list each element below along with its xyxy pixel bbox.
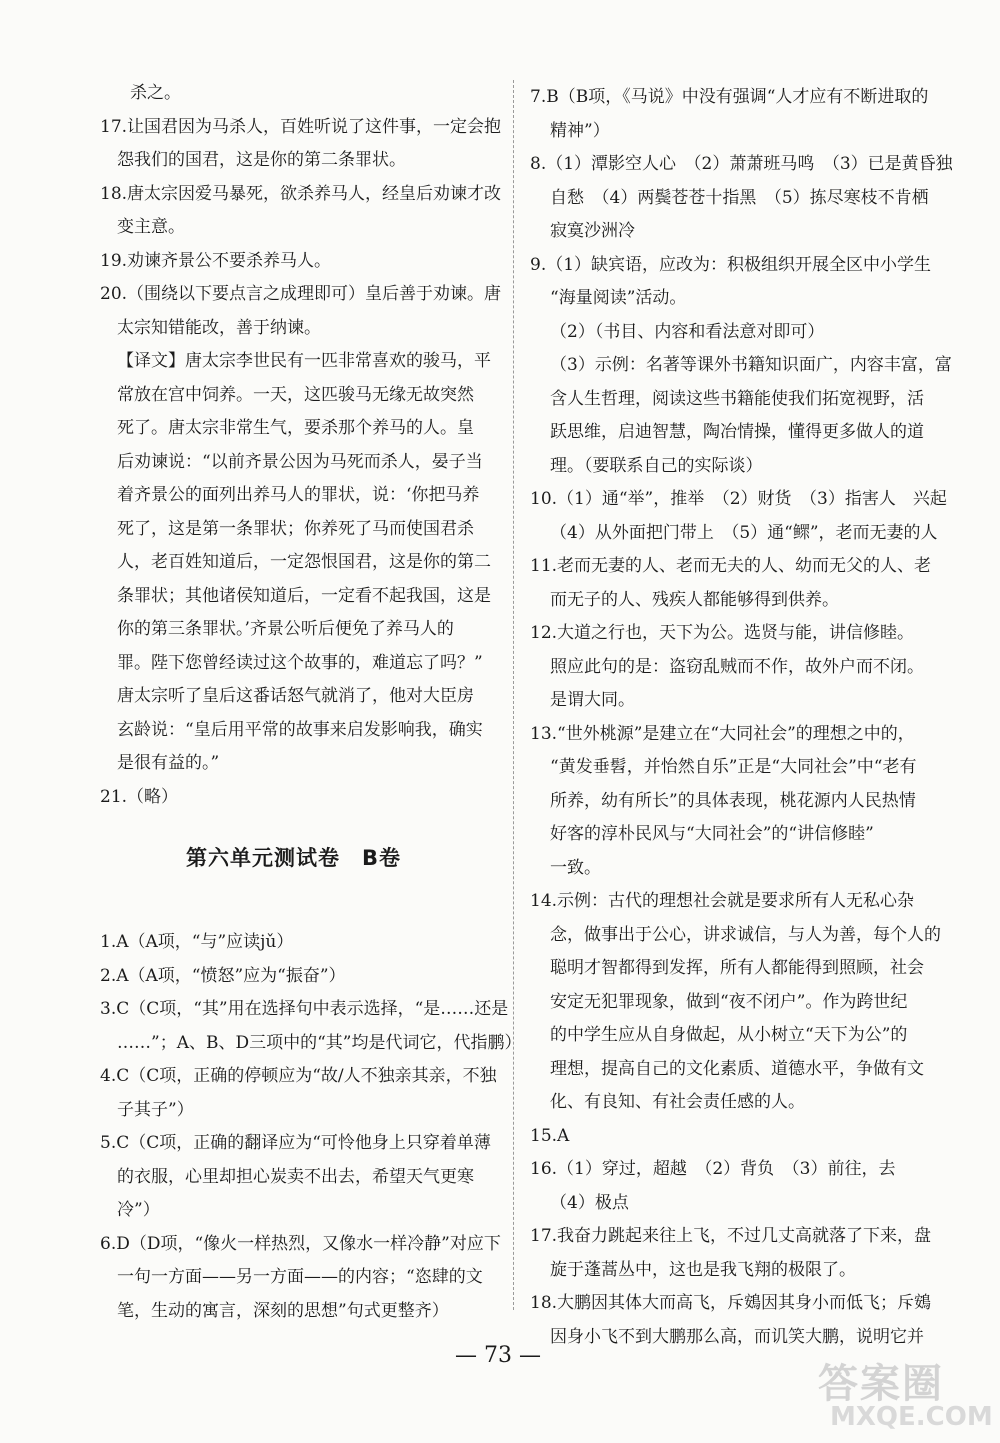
right-text-line: 理想，提高自己的文化素质、道德水平，争做有文 — [550, 1058, 924, 1079]
left-text-line: 是很有益的。” — [117, 753, 220, 773]
left-text-line: 人，老百姓知道后，一定怨恨国君，这是你的第二 — [117, 552, 491, 572]
right-text-line: 念，做事出于公心，讲求诚信，与人为善，每个人的 — [550, 924, 941, 945]
right-text-line: 15.A — [530, 1125, 570, 1146]
left-text-line: 3.C（C项，“其”用在选择句中表示选择，“是……还是 — [100, 999, 509, 1019]
left-text-line: 的衣服，心里却担心炭卖不出去，希望天气更寒 — [117, 1166, 474, 1187]
right-text-line: 11.老而无妻的人、老而无夫的人、幼而无父的人、老 — [530, 556, 932, 576]
section-title: 第六单元测试卷 B卷 — [186, 846, 402, 870]
right-text-line: 化、有良知、有社会责任感的人。 — [550, 1092, 805, 1112]
right-text-line: 因身小飞不到大鹏那么高，而讥笑大鹏，说明它并 — [550, 1326, 924, 1347]
right-text-line: 含人生哲理，阅读这些书籍能使我们拓宽视野，活 — [550, 388, 924, 409]
left-text-line: 6.D（D项，“像火一样热烈，又像水一样冷静”对应下 — [100, 1233, 501, 1254]
left-text-line: 笔，生动的寓言，深刻的思想”句式更整齐） — [117, 1300, 449, 1321]
left-text-line: 【译文】唐太宗李世民有一匹非常喜欢的骏马，平 — [117, 351, 491, 371]
left-text-line: 5.C（C项，正确的翻译应为“可怜他身上只穿着单薄 — [100, 1133, 491, 1153]
left-text-line: 2.A（A项，“愤怒”应为“振奋”） — [100, 965, 346, 986]
right-text-line: 12.大道之行也，天下为公。选贤与能，讲信修睦。 — [530, 623, 915, 643]
right-text-line: 聪明才智都得到发挥，所有人都能得到照顾，社会 — [550, 958, 924, 978]
right-text-line: 18.大鹏因其体大而高飞，斥鴳因其身小而低飞；斥鴳 — [530, 1293, 932, 1313]
left-text-line: 罪。陛下您曾经读过这个故事的，难道忘了吗？” — [117, 652, 483, 673]
left-text-line: 冷”） — [117, 1200, 160, 1220]
right-text-line: 一致。 — [550, 857, 601, 878]
right-text-line: 7.B（B项，《马说》中没有强调“人才应有不断进取的 — [530, 87, 929, 107]
right-text-line: （4）从外面把门带上 （5）通“鳏”，老而无妻的人 — [550, 522, 938, 543]
left-text-line: 怨我们的国君，这是你的第二条罪状。 — [117, 150, 406, 170]
left-text-line: 太宗知错能改，善于纳谏。 — [117, 317, 321, 338]
right-text-line: 的中学生应从自身做起，从小树立“天下为公”的 — [550, 1025, 908, 1045]
right-text-line: 10.（1）通“举”，推举 （2）财货 （3）指害人 兴起 — [530, 489, 947, 509]
column-divider — [513, 80, 514, 1310]
watermark-logo-text: 答案圈 — [818, 1361, 944, 1407]
right-text-line: 寂寞沙洲冷 — [550, 221, 635, 241]
left-text-line: ……”；A、B、D三项中的“其”均是代词它，代指鹏） — [117, 1032, 522, 1053]
left-text-line: 21.（略） — [100, 786, 179, 807]
right-text-line: 9.（1）缺宾语，应改为：积极组织开展全区中小学生 — [530, 254, 932, 275]
left-text-line: 常放在宫中饲养。一天，这匹骏马无缘无故突然 — [117, 384, 474, 405]
right-text-line: （4）极点 — [550, 1192, 629, 1213]
page-number: — 73 — — [455, 1343, 541, 1368]
right-text-line: （2）（书目、内容和看法意对即可） — [550, 321, 825, 342]
left-text-line: 一句一方面——另一方面——的内容；“恣肆的文 — [117, 1267, 483, 1287]
right-text-line: 17.我奋力跳起来往上飞，不过几丈高就落了下来，盘 — [530, 1226, 932, 1246]
left-text-line: 19.劝谏齐景公不要杀养马人。 — [100, 250, 332, 271]
left-text-line: 变主意。 — [117, 217, 185, 237]
right-text-line: （3）示例：名著等课外书籍知识面广，内容丰富，富 — [550, 355, 952, 375]
right-text-line: 旋于蓬蒿丛中，这也是我飞翔的极限了。 — [550, 1259, 856, 1280]
right-text-line: 理。（要联系自己的实际谈） — [550, 455, 763, 476]
right-text-line: 16.（1）穿过，超越 （2）背负 （3）前往，去 — [530, 1159, 896, 1179]
left-text-line: 子其子”） — [117, 1099, 194, 1120]
left-text-line: 唐太宗听了皇后这番话怒气就消了，他对大臣房 — [117, 686, 474, 706]
right-text-line: 是谓大同。 — [550, 690, 635, 710]
left-text-line: 后劝谏说：“以前齐景公因为马死而杀人，晏子当 — [117, 451, 483, 472]
right-text-line: 自愁 （4）两鬓苍苍十指黑 （5）拣尽寒枝不肯栖 — [550, 187, 929, 208]
right-text-line: 14.示例：古代的理想社会就是要求所有人无私心杂 — [530, 891, 915, 911]
watermark-logo — [808, 1352, 993, 1440]
right-text-line: 13.“世外桃源”是建立在“大同社会”的理想之中的， — [530, 723, 915, 744]
left-text-line: 死了，这是第一条罪状；你养死了马而使国君杀 — [117, 518, 474, 539]
right-text-line: 8.（1）潭影空人心 （2）萧萧班马鸣 （3）已是黄昏独 — [530, 154, 953, 174]
left-text-line: 玄龄说：“皇后用平常的故事来启发影响我，确实 — [117, 719, 483, 740]
left-text-line: 20.（围绕以下要点言之成理即可）皇后善于劝谏。唐 — [100, 284, 502, 304]
watermark-url: MXQE.COM — [830, 1402, 993, 1432]
right-text-line: 安定无犯罪现象，做到“夜不闭户”。作为跨世纪 — [550, 991, 908, 1012]
right-text-line: “黄发垂髫，并怡然自乐”正是“大同社会”中“老有 — [550, 757, 917, 777]
right-text-line: “海量阅读”活动。 — [550, 288, 687, 308]
left-text-line: 17.让国君因为马杀人，百姓听说了这件事，一定会抱 — [100, 116, 502, 137]
left-text-line: 死了。唐太宗非常生气，要杀那个养马的人。皇 — [117, 418, 474, 438]
right-text-line: 照应此句的是：盗窃乱贼而不作，故外户而不闭。 — [550, 656, 924, 677]
right-text-line: 精神”） — [550, 120, 610, 141]
right-text-line: 所养，幼有所长”的具体表现，桃花源内人民热情 — [550, 790, 916, 811]
right-text-line: 好客的淳朴民风与“大同社会”的“讲信修睦” — [550, 824, 874, 844]
left-text-line: 着齐景公的面列出养马人的罪状，说：‘你把马养 — [117, 485, 480, 505]
left-text-line: 条罪状；其他诸侯知道后，一定看不起我国，这是 — [117, 585, 491, 606]
left-text-line: 你的第三条罪状。’齐景公听后便免了养马人的 — [117, 619, 454, 639]
left-text-line: 4.C（C项，正确的停顿应为“故/人不独亲其亲，不独 — [100, 1066, 497, 1086]
right-text-line: 跃思维，启迪智慧，陶冶情操，懂得更多做人的道 — [550, 422, 924, 442]
left-text-line: 杀之。 — [130, 83, 181, 103]
left-text-line: 1.A（A项，“与”应读jǔ） — [100, 932, 294, 952]
left-text-line: 18.唐太宗因爱马暴死，欲杀养马人，经皇后劝谏才改 — [100, 183, 502, 204]
right-text-line: 而无子的人、残疾人都能够得到供养。 — [550, 589, 839, 610]
